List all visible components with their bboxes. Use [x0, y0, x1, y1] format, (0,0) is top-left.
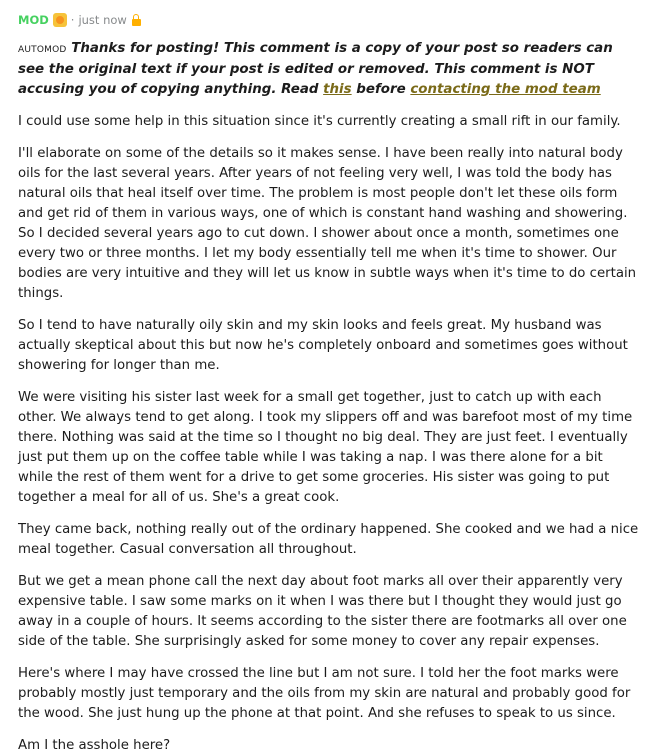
- body-paragraph: So I tend to have naturally oily skin and my skin looks and feels great. My husband was actually skeptical about this but now he's completely onboard and sometimes goes without showering for longer than me.: [18, 318, 628, 373]
- link-this[interactable]: this: [323, 82, 352, 97]
- author-name[interactable]: MOD: [18, 13, 49, 27]
- body-paragraph: But we get a mean phone call the next day about foot marks all over their apparently very expensive table. I saw some marks on it when I was there but I thought they would just go away in a couple of hours. It seems according to the sister there are footmarks all over one side of the table. She surprisingly asked for some money to cover any repair expenses.: [18, 574, 627, 649]
- automod-notice: [18, 39, 639, 100]
- link-contact-mod-team[interactable]: contacting the mod team: [410, 82, 601, 97]
- lock-icon: [132, 19, 141, 26]
- automod-tag: AUTOMOD: [18, 45, 67, 55]
- body-paragraph: They came back, nothing really out of the ordinary happened. She cooked and we had a nice meal together. Casual conversation all throughout.: [18, 522, 639, 557]
- comment-meta: [18, 10, 639, 30]
- body-paragraph: Am I the asshole here?: [18, 738, 171, 753]
- body-paragraph: I'll elaborate on some of the details so it makes sense. I have been really into natural body oils for the last several years. After years of not feeling very well, I was told the body has natural oils that heal itself over time. The problem is most people don't let these oils form and get rid of them in various ways, one of which is constant hand washing and showering. So I decided several years ago to cut down. I shower about once a month, sometimes one every two or three months. I let my body essentially tell me when it's time to shower. Our bodies are very intuitive and they will let us know in subtle ways when it's time to do certain things.: [18, 146, 637, 301]
- body-paragraph: We were visiting his sister last week for a small get together, just to catch up with each other. We always tend to get along. I took my slippers off and was barefoot most of my time there. Nothing was said at the time so I thought no big deal. They are just feet. I eventually just put them up on the coffee table while I was taking a nap. I was there alone for a bit while the rest of them went for a drive to get some groceries. His sister was going to put together a meal for all of us. She's a great cook.: [18, 390, 633, 505]
- automod-text-1: Thanks for posting! This comment is a copy of your post so readers can see the original text if your post is edited or removed. This comment is NOT accusing you of copying anything. Read: [18, 41, 613, 97]
- comment-body: [18, 112, 639, 756]
- body-paragraph: I could use some help in this situation since it's currently creating a small rift in our family.: [18, 114, 621, 129]
- mod-shield-icon: [53, 13, 67, 27]
- timestamp[interactable]: just now: [78, 13, 127, 27]
- body-paragraph: Here's where I may have crossed the line but I am not sure. I told her the foot marks were probably mostly just temporary and the oils from my skin are natural and probably good for the wood. She just hung up the phone at that point. And she refuses to speak to us since.: [18, 666, 631, 721]
- meta-separator: ·: [70, 13, 75, 27]
- automod-text-2: before: [356, 82, 406, 97]
